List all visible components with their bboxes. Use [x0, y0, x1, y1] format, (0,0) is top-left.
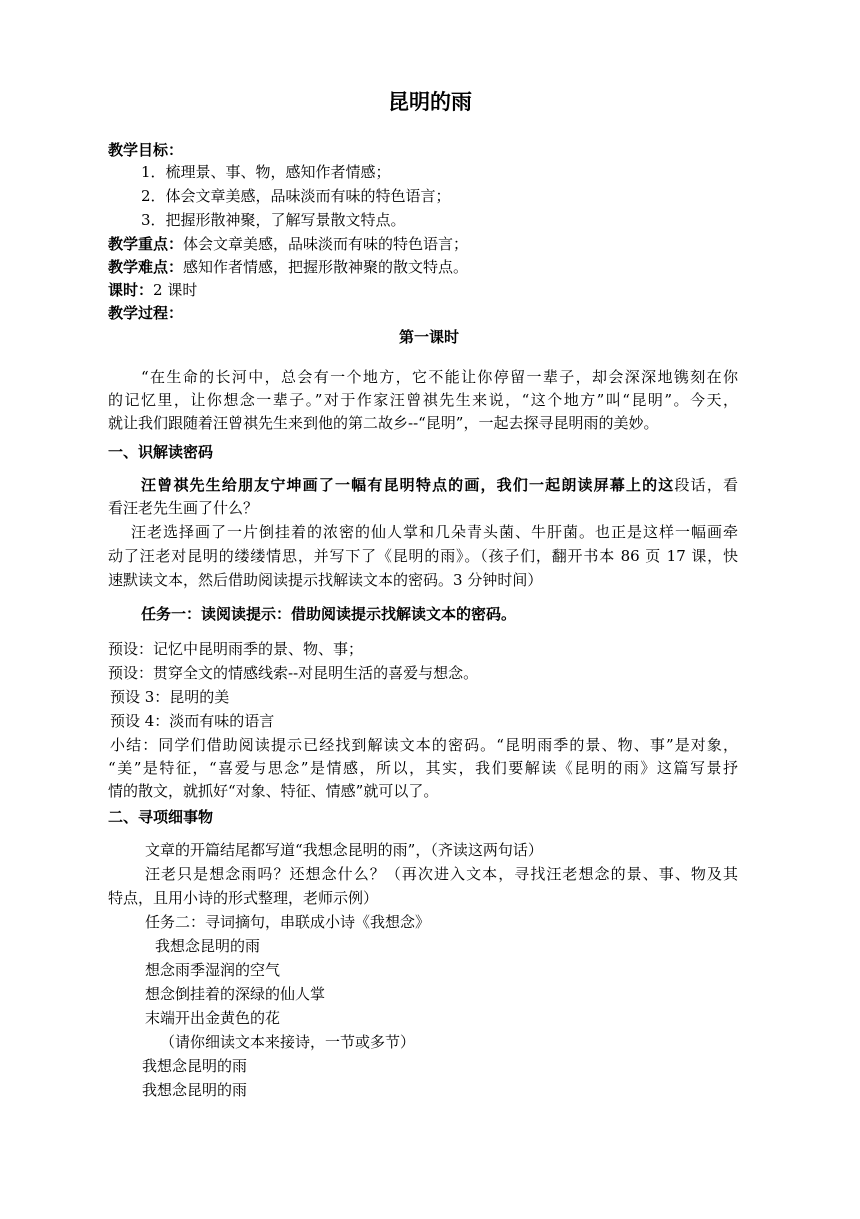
- poem-line: 想念雨季湿润的空气: [145, 961, 281, 979]
- key-point-label: 教学重点：: [108, 235, 184, 253]
- preset-item: 预设：贯穿全文的情感线索--对昆明生活的喜爱与想念。: [108, 664, 479, 682]
- paragraph-line: 汪老只是想念雨吗？还想念什么？（再次进入文本，寻找汪老想念的景、事、物及其: [145, 865, 738, 883]
- hours-label: 课时：: [108, 281, 154, 299]
- section-heading: 一、识解读密码: [108, 443, 214, 461]
- difficulty: [108, 256, 468, 278]
- objective-item: 2．体会文章美感，品味淡而有味的特色语言；: [141, 187, 451, 205]
- intro-line: “在生命的长河中，总会有一个地方，它不能让你停留一辈子，却会深深地镌刻在你: [141, 368, 738, 386]
- task-heading: 任务二：寻词摘句，串联成小诗《我想念》: [145, 913, 431, 931]
- poem-line: 末端开出金黄色的花: [145, 1009, 281, 1027]
- paragraph-line: 动了汪老对昆明的缕缕情思，并写下了《昆明的雨》。（孩子们，翻开书本 86 页 17 课，快: [108, 547, 738, 565]
- difficulty-text: 感知作者情感，把握形散神聚的散文特点。: [183, 258, 469, 276]
- poem-line: 我想念昆明的雨: [142, 1057, 248, 1075]
- objectives-label: 教学目标：: [108, 141, 184, 159]
- hours-text: 2 课时: [153, 281, 198, 299]
- paragraph: [141, 474, 738, 496]
- intro-line: 的记忆里，让你想念一辈子。”对于作家汪曾祺先生来说，“这个地方”叫“昆明”。今天，: [108, 391, 738, 409]
- intro-line: 就让我们跟随着汪曾祺先生来到他的第二故乡--“昆明”，一起去探寻昆明雨的美妙。: [108, 414, 659, 432]
- paragraph-line: 汪老选择画了一片倒挂着的浓密的仙人掌和几朵青头菌、牛肝菌。也正是这样一幅画牵: [131, 523, 738, 541]
- objective-item: 1．梳理景、事、物，感知作者情感；: [141, 163, 391, 181]
- key-point: [108, 233, 468, 255]
- section-heading: 二、寻项细事物: [108, 808, 214, 826]
- preset-item: 预设 4：淡而有味的语言: [110, 712, 275, 730]
- key-point-text: 体会文章美感，品味淡而有味的特色语言；: [183, 235, 469, 253]
- paragraph-line: 看汪老先生画了什么？: [108, 499, 259, 517]
- page-title: 昆明的雨: [388, 89, 472, 114]
- preset-item: 预设：记忆中昆明雨季的景、物、事；: [108, 640, 364, 658]
- hours: [108, 279, 197, 301]
- poem-prompt: （请你细读文本来接诗，一节或多节）: [160, 1033, 416, 1051]
- lesson-heading: 第一课时: [399, 328, 460, 346]
- summary-line: 小结：同学们借助阅读提示已经找到解读文本的密码。“昆明雨季的景、物、事”是对象，: [110, 736, 738, 754]
- poem-line: 想念倒挂着的深绿的仙人掌: [145, 985, 326, 1003]
- difficulty-label: 教学难点：: [108, 258, 184, 276]
- task-heading: 任务一：读阅读提示：借助阅读提示找解读文本的密码。: [141, 605, 517, 623]
- paragraph-line: 文章的开篇结尾都写道“我想念昆明的雨”，（齐读这两句话）: [145, 841, 543, 859]
- paragraph-line: 速默读文本，然后借助阅读提示找解读文本的密码。3 分钟时间）: [108, 571, 543, 589]
- paragraph-line: 特点，且用小诗的形式整理，老师示例）: [108, 889, 379, 907]
- objective-item: 3．把握形散神聚，了解写景散文特点。: [141, 211, 406, 229]
- paragraph-rest: 段话，看: [674, 476, 738, 494]
- poem-line: 我想念昆明的雨: [155, 937, 261, 955]
- summary-line: 情的散文，就抓好“对象、特征、情感”就可以了。: [108, 782, 439, 800]
- process-label: 教学过程：: [108, 304, 184, 322]
- paragraph-bold: 汪曾祺先生给朋友宁坤画了一幅有昆明特点的画，我们一起朗读屏幕上的这: [141, 476, 675, 494]
- poem-line: 我想念昆明的雨: [142, 1081, 248, 1099]
- summary-line: “美”是特征，“喜爱与思念”是情感，所以，其实，我们要解读《昆明的雨》这篇写景抒: [108, 759, 738, 777]
- preset-item: 预设 3：昆明的美: [110, 688, 230, 706]
